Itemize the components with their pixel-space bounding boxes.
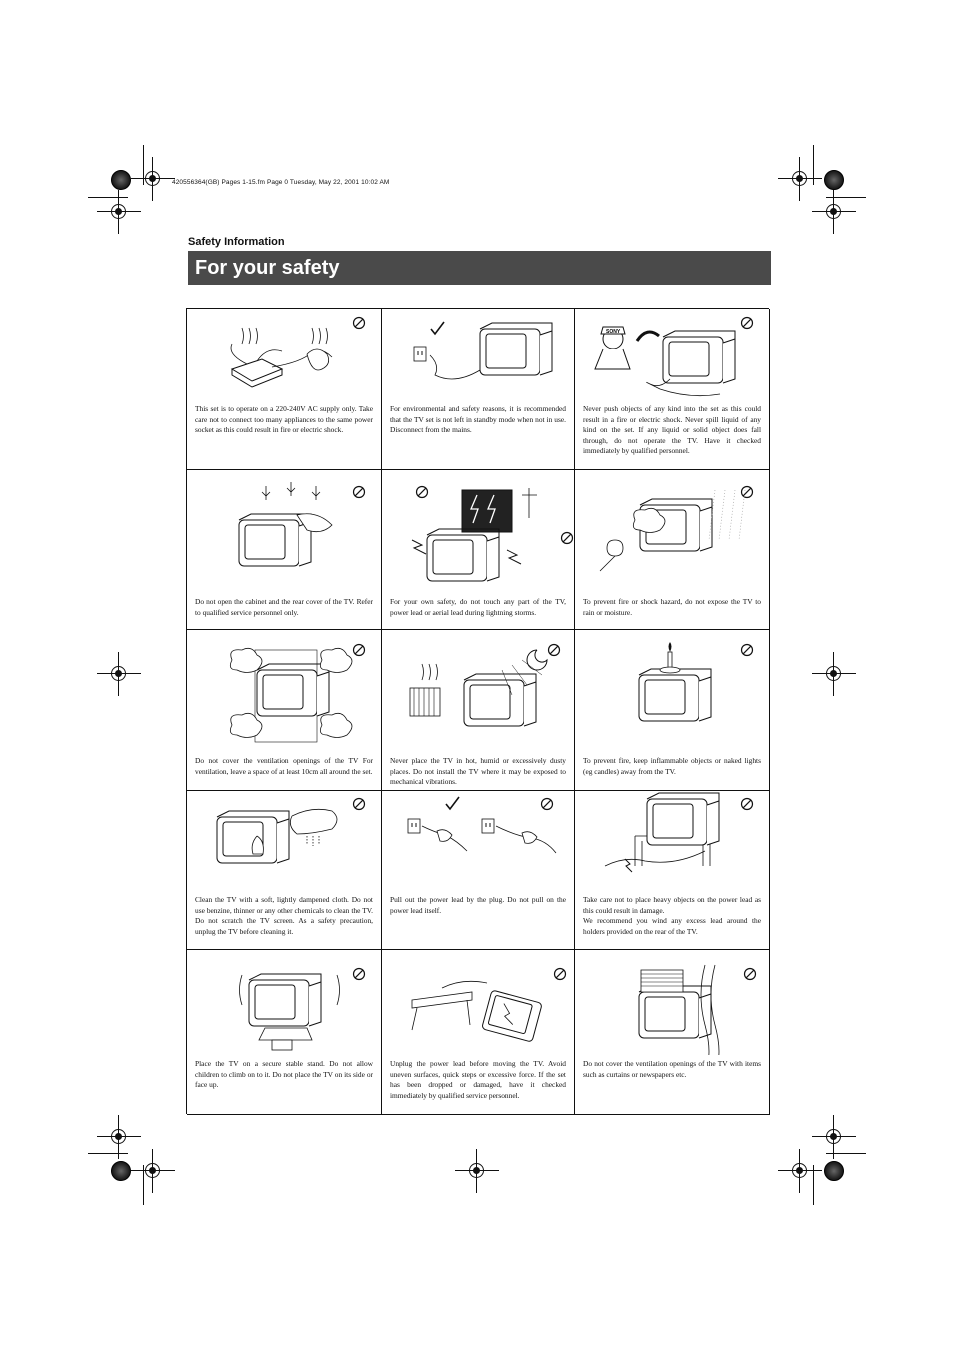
safety-cell-cleaning	[187, 791, 382, 950]
ventilation-space-illustration	[187, 630, 382, 755]
cell-text: For your own safety, do not touch any part of the TV, power lead or aerial lead during lightning storms.	[390, 597, 566, 617]
overloaded-socket-illustration	[187, 309, 382, 404]
section-label: Safety Information	[188, 236, 285, 248]
registration-mark-mid-left	[97, 652, 141, 696]
safety-cell-ventilation-space	[187, 630, 382, 791]
prohibited-icon	[742, 645, 753, 656]
hot-humid-places-illustration	[382, 630, 575, 755]
registration-mark-mid-right	[812, 652, 856, 696]
cell-text: This set is to operate on a 220-240V AC supply only. Take care not to connect too many appliances to the same power socket as this could result in fire or electric shock.	[195, 404, 373, 435]
cell-text: Do not cover the ventilation openings of the TV with items such as curtains or newspapers etc.	[583, 1059, 761, 1079]
objects-into-tv-illustration	[575, 309, 770, 404]
crop-line	[143, 145, 144, 185]
heavy-object-on-lead-illustration	[575, 791, 770, 891]
prohibited-icon	[742, 487, 753, 498]
prohibited-icon	[354, 318, 365, 329]
check-mark-icon	[431, 322, 444, 334]
page-title: For your safety	[195, 256, 340, 279]
rain-moisture-illustration	[575, 470, 770, 595]
pull-by-plug-illustration	[382, 791, 575, 891]
registration-ball-top-left	[111, 170, 131, 190]
prohibited-icon	[354, 487, 365, 498]
crop-line	[813, 145, 814, 185]
safety-cell-standby	[382, 309, 575, 470]
open-cabinet-illustration	[187, 470, 382, 595]
safety-cell-cabinet	[187, 470, 382, 630]
crop-line	[143, 1165, 144, 1205]
cell-text: Never push objects of any kind into the set as this could result in a fire or electric shock. Never spill liquid of any kind on the set. If any liquid or solid object does fall through, do not operate the TV. Have it checked immediately by qualified personnel.	[583, 404, 761, 456]
cell-text: Pull out the power lead by the plug. Do not pull on the power lead itself.	[390, 895, 566, 915]
registration-ball-top-right	[824, 170, 844, 190]
cell-text: Do not open the cabinet and the rear cover of the TV. Refer to qualified service personnel only.	[195, 597, 373, 617]
sony-logo: SONY	[606, 329, 621, 335]
safety-cell-moving-tv	[382, 950, 575, 1115]
prohibited-icon	[562, 533, 573, 544]
candle-on-tv-illustration	[575, 630, 770, 755]
prohibited-icon	[354, 645, 365, 656]
cell-text: Place the TV on a secure stable stand. Do not allow children to climb on to it. Do not place the TV on its side or face up.	[195, 1059, 373, 1090]
falling-tv-illustration	[382, 950, 575, 1055]
prohibited-icon	[555, 969, 566, 980]
cell-text: Never place the TV in hot, humid or excessively dusty places. Do not install the TV where it may be exposed to mechanical vibrations.	[390, 756, 566, 787]
registration-ball-bottom-left	[111, 1161, 131, 1181]
safety-cell-power-supply	[187, 309, 382, 470]
cell-text: For environmental and safety reasons, it is recommended that the TV set is not left in standby mode when not in use. Disconnect from the mains.	[390, 404, 566, 435]
covered-ventilation-illustration	[575, 950, 770, 1055]
safety-grid	[186, 308, 769, 1114]
prohibited-icon	[742, 318, 753, 329]
cell-text-2: We recommend you wind any excess lead around the holders provided on the rear of the TV.	[583, 916, 761, 936]
safety-cell-power-lead	[382, 791, 575, 950]
file-info: 420556364(GB) Pages 1-15.fm Page 0 Tuesday, May 22, 2001 10:02 AM	[172, 179, 390, 186]
crop-line	[88, 1153, 128, 1154]
safety-cell-heavy-objects	[575, 791, 770, 950]
registration-ball-bottom-right	[824, 1161, 844, 1181]
prohibited-icon	[745, 969, 756, 980]
cell-text: To prevent fire or shock hazard, do not expose the TV to rain or moisture.	[583, 597, 761, 617]
cell-text: Clean the TV with a soft, lightly dampened cloth. Do not use benzine, thinner or any other chemicals to clean the TV. Do not scratch the TV screen. As a safety precaution, unplug the TV before cleaning it.	[195, 895, 373, 936]
registration-mark-bottom-left-2	[131, 1149, 175, 1193]
safety-cell-curtains-newspapers	[575, 950, 770, 1115]
crop-line	[813, 1165, 814, 1205]
prohibited-icon	[742, 799, 753, 810]
cell-text: Unplug the power lead before moving the TV. Avoid uneven surfaces, quick steps or excessive force. If the set has been dropped or damaged, have it checked immediately by qualified service personnel.	[390, 1059, 566, 1100]
unplugged-tv-illustration	[382, 309, 575, 404]
safety-cell-naked-lights	[575, 630, 770, 791]
title-bar	[188, 251, 771, 285]
crop-line	[826, 197, 866, 198]
cell-text: Take care not to place heavy objects on the power lead as this could result in damage.	[583, 895, 761, 915]
crop-line	[88, 197, 128, 198]
stable-stand-illustration	[187, 950, 382, 1055]
check-mark-icon	[446, 797, 459, 809]
cleaning-illustration	[187, 791, 382, 891]
prohibited-icon	[354, 969, 365, 980]
cell-text: Do not cover the ventilation openings of the TV For ventilation, leave a space of at least 10cm all around the set.	[195, 756, 373, 776]
registration-mark-bottom-right-2	[778, 1149, 822, 1193]
lightning-storm-illustration	[382, 470, 575, 595]
registration-mark-bottom-center	[455, 1149, 499, 1193]
prohibited-icon	[542, 799, 553, 810]
cell-text: To prevent fire, keep inflammable objects or naked lights (eg candles) away from the TV.	[583, 756, 761, 776]
safety-cell-moisture	[575, 470, 770, 630]
prohibited-icon	[417, 487, 428, 498]
crop-line	[826, 1153, 866, 1154]
safety-cell-hot-humid	[382, 630, 575, 791]
safety-cell-lightning	[382, 470, 575, 630]
prohibited-icon	[354, 799, 365, 810]
safety-cell-objects-liquids	[575, 309, 770, 470]
safety-cell-stable-stand	[187, 950, 382, 1115]
prohibited-icon	[549, 645, 560, 656]
